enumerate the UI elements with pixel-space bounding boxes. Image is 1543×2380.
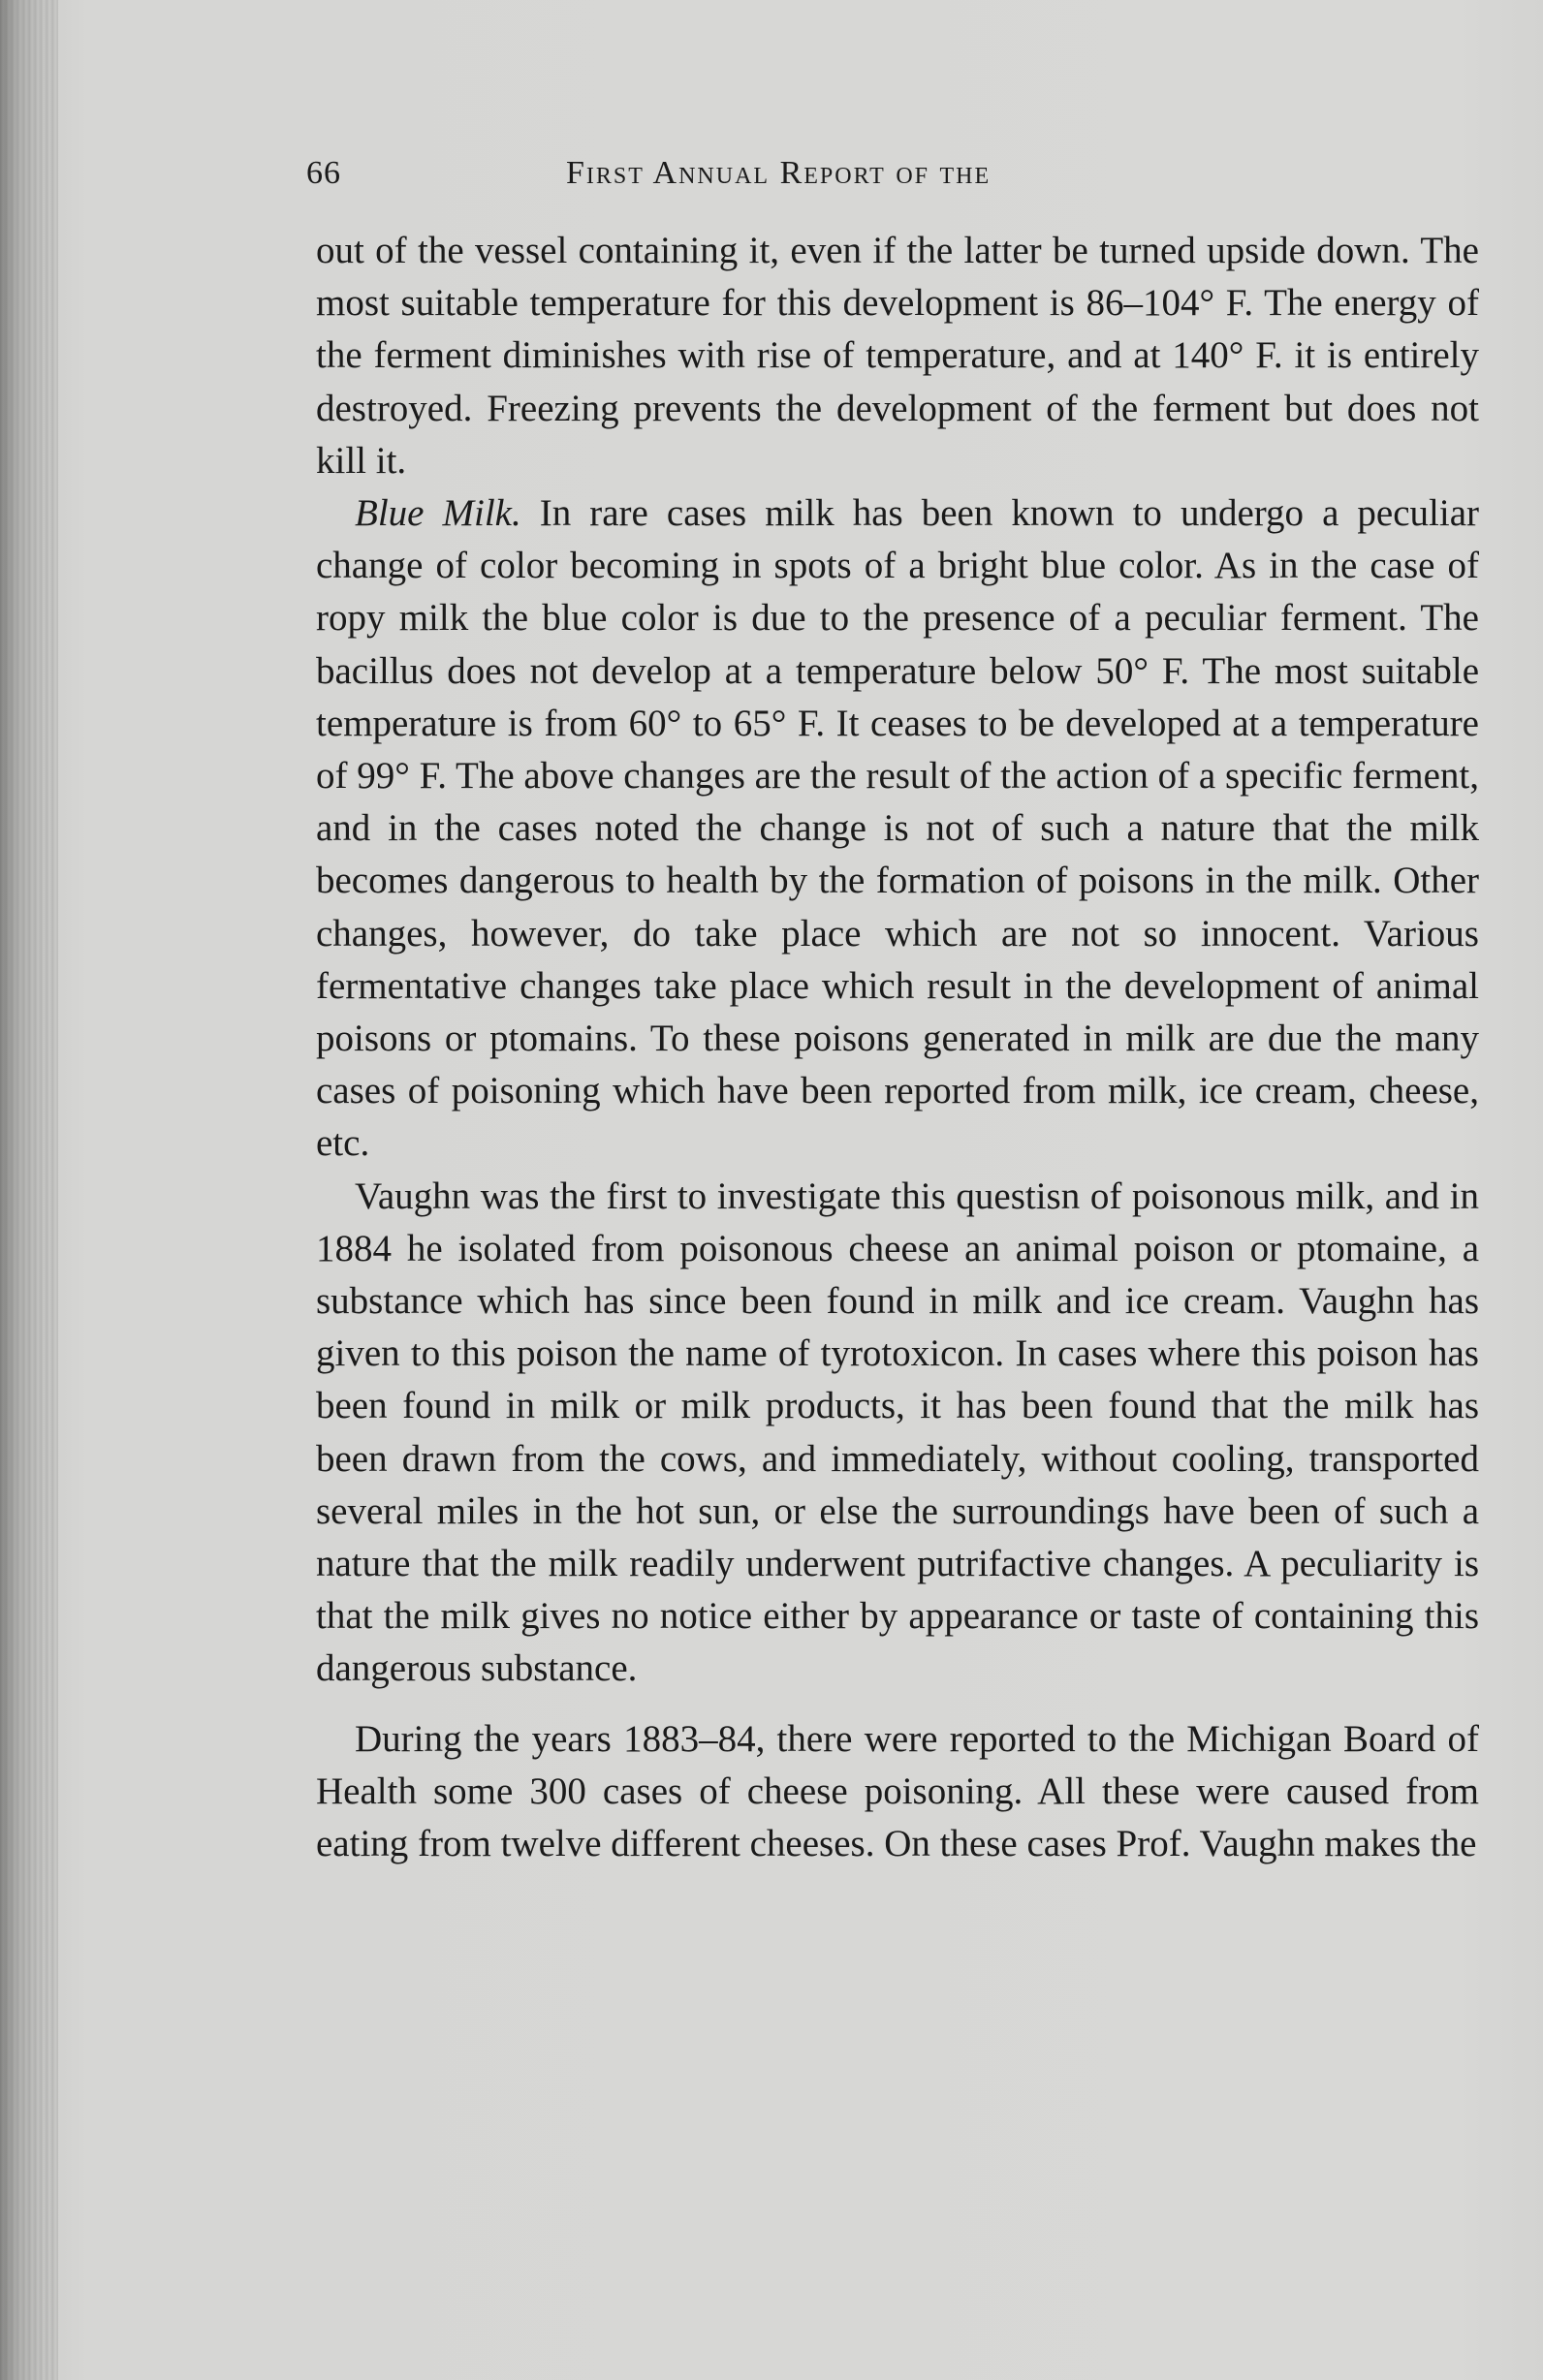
binding-shadow <box>0 0 58 2380</box>
page-number: 66 <box>306 155 341 191</box>
paragraph-cheese-poisoning: During the years 1883–84, there were reported to the Michigan Board of Health some 300 cases of cheese poisoning. All these were caused from eating from twelve different cheeses. On these cases Prof. Vaughn makes the <box>316 1717 1479 1865</box>
paragraph-blue-milk-text: In rare cases milk has been known to undergo a peculiar change of color becoming in spots of a bright blue color. As in the case of ropy milk the blue color is due to the presence of a peculiar ferment. The bacillus does not develop at a temperature below 50° F. The most suitable temperature is from 60° to 65° F. It ceases to be developed at a temperature of 99° F. The above changes are the result of the action of a specific ferment, and in the cases noted the change is not of such a nature that the milk becomes dangerous to health by the formation of poisons in the milk. Other changes, however, do take place which are not so innocent. Various fermentative changes take place which result in the development of animal poisons or ptomains. To these poisons generated in milk are due the many cases of poisoning which have been reported from milk, ice cream, cheese, etc. <box>316 492 1479 1165</box>
running-title: First Annual Report of the <box>566 155 992 191</box>
paragraph-continued: out of the vessel containing it, even if the latter be turned upside down. The most suitable temperature for this development is 86–104° F. The energy of the ferment diminishes with rise of temperature, and at 140° F. it is entirely destroyed. Freezing prevents the development of the ferment but does not kill it. <box>316 230 1479 482</box>
paragraph-blue-milk <box>316 487 1479 1171</box>
paragraph-vaughn: Vaughn was the first to investigate this questisn of poisonous milk, and in 1884 he isolated from poisonous cheese an animal poison or ptomaine, a substance which has since been found in milk and ice cream. Vaughn has given to this poison the name of tyrotoxicon. In cases where this poison has been found in milk or milk products, it has been found that the milk has been drawn from the cows, and immediately, without cooling, transported several miles in the hot sun, or else the surroundings have been of such a nature that the milk readily underwent putrifactive changes. A peculiarity is that the milk gives no notice either by appearance or taste of containing this dangerous substance. <box>316 1174 1479 1690</box>
run-in-heading: Blue Milk. <box>355 492 521 535</box>
body-text <box>316 225 1479 1870</box>
running-head <box>306 155 1498 198</box>
